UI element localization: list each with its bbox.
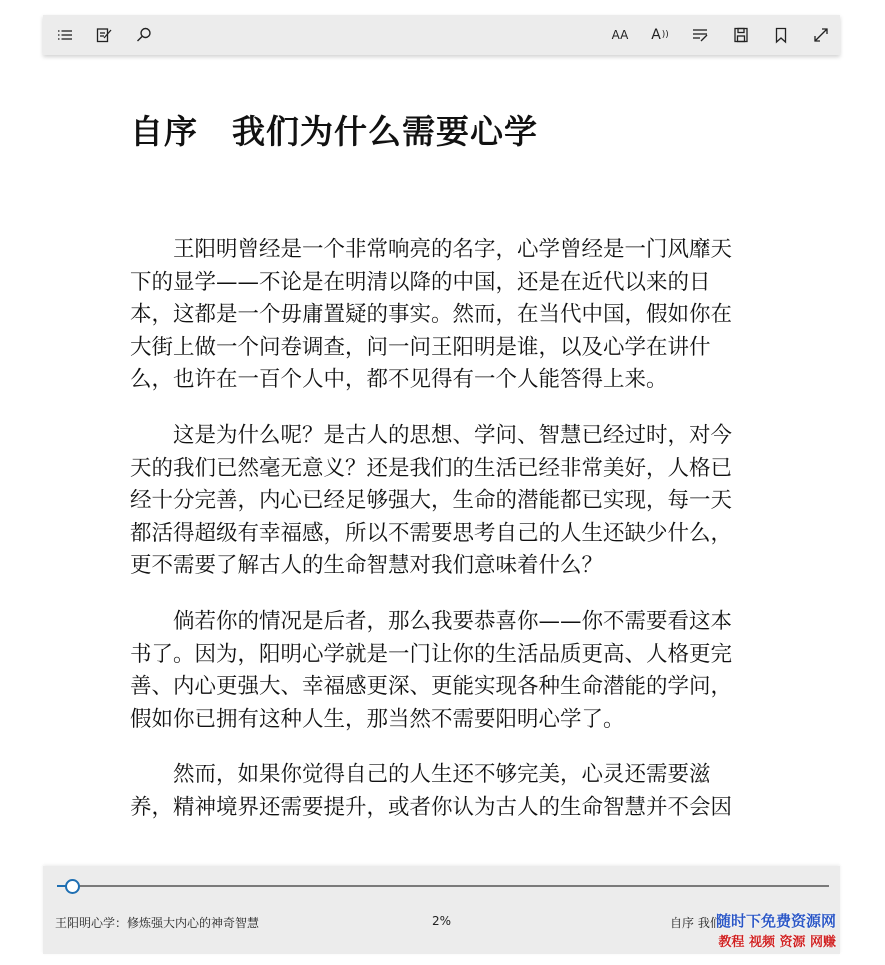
paragraph: 王阳明曾经是一个非常响亮的名字，心学曾经是一门风靡天下的显学——不论是在明清以降的中国，还是在近代以来的日本，这都是一个毋庸置疑的事实。然而，在当代中国，假如你在大街上做一个问卷调查，问一问王阳明是谁，以及心学在讲什么，也许在一百个人中，都不见得有一个人能答得上来。 (130, 237, 733, 393)
bookmark-icon[interactable] (771, 25, 791, 45)
search-icon[interactable] (134, 25, 154, 45)
reader-footer (43, 866, 840, 954)
book-title: 王阳明心学：修炼强大内心的神奇智慧 (55, 916, 260, 930)
watermark-line1: 随时下免费资源网 (715, 912, 836, 930)
paragraph: 这是为什么呢？是古人的思想、学问、智慧已经过时，对今天的我们已然毫无意义？还是我们的生活已经非常美好，人格已经十分完善，内心已经足够强大，生命的潜能都已实现，每一天都活得超级有幸福感，所以不需要思考自己的人生还缺少什么，更不需要了解古人的生命智慧对我们意味着什么？ (130, 422, 733, 579)
progress-track[interactable] (57, 885, 829, 887)
list-icon[interactable] (55, 25, 75, 45)
reader-toolbar (43, 15, 840, 55)
save-icon[interactable] (731, 25, 751, 45)
current-chapter: 自序 我们 (670, 916, 722, 930)
paragraph: 倘若你的情况是后者，那么我要恭喜你——你不需要看这本书了。因为，阳明心学就是一门让你的生活品质更高、人格更完善、内心更强大、幸福感更深、更能实现各种生命潜能的学问，假如你已拥有这种人生，那当然不需要阳明心学了。 (130, 608, 733, 732)
read-aloud-icon[interactable]: A )) (651, 27, 669, 43)
progress-percent: 2% (432, 914, 452, 928)
text-options-icon[interactable] (690, 25, 710, 45)
chapter-body (130, 234, 742, 848)
notes-icon[interactable] (94, 25, 114, 45)
paragraph: 然而，如果你觉得自己的人生还不够完美，心灵还需要滋养，精神境界还需要提升，或者你认为古人的生命智慧并不会因 (130, 762, 733, 820)
read-aloud-label: A (651, 27, 661, 43)
watermark-line2: 教程 视频 资源 网赚 (718, 935, 836, 950)
chapter-title: 自序 我们为什么需要心学 (130, 112, 538, 151)
progress-slider-thumb[interactable] (65, 879, 80, 894)
watermark (716, 910, 836, 950)
font-size-icon[interactable] (610, 25, 630, 45)
font-size-label: AA (611, 28, 629, 42)
fullscreen-icon[interactable] (811, 25, 831, 45)
